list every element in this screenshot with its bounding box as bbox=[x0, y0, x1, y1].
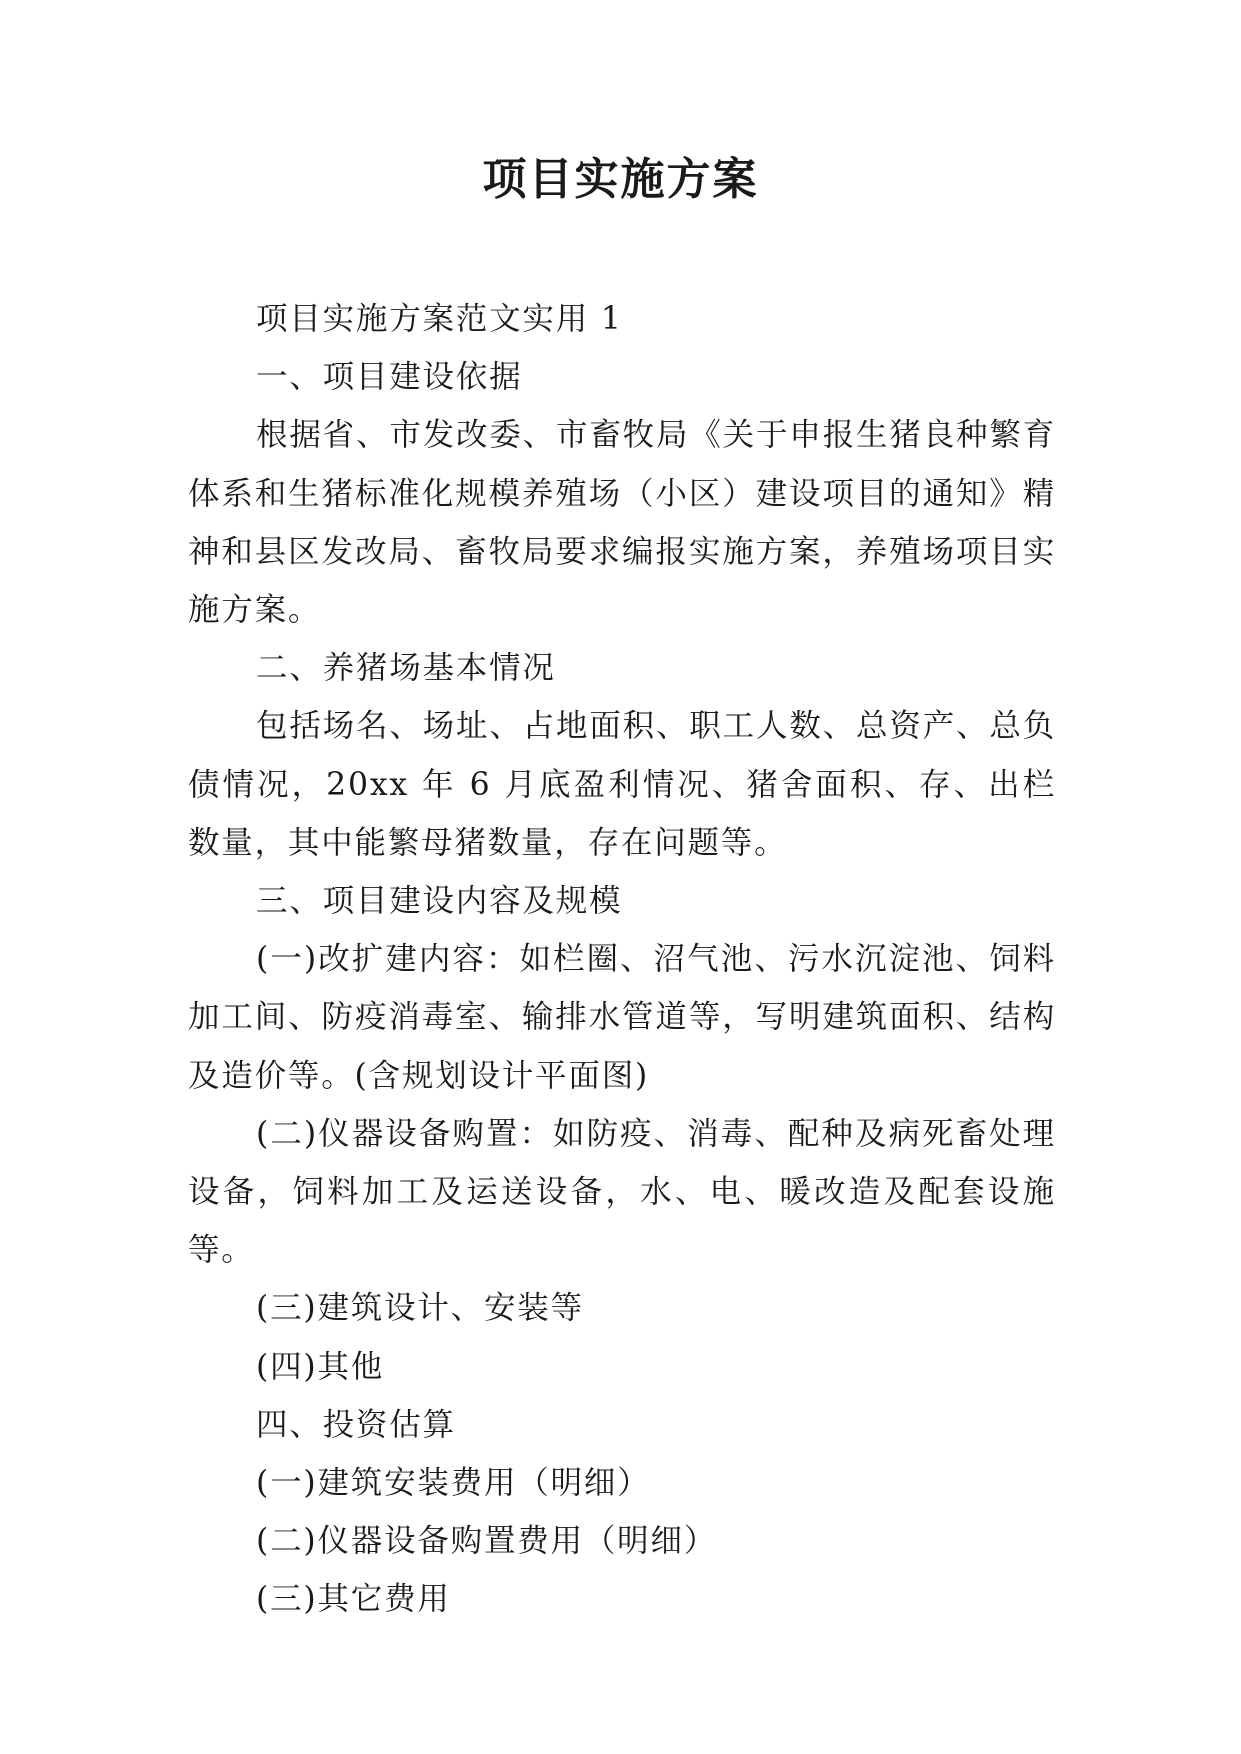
list-item-other: (四)其他 bbox=[256, 1348, 385, 1385]
paragraph-farm-info: 包括场名、场址、占地面积、职工人数、总资产、总负债情况，20xx 年 6 月底盈利情况、猪舍面积、存、出栏数量，其中能繁母猪数量，存在问题等。 bbox=[188, 708, 1056, 861]
section-heading-1: 一、项目建设依据 bbox=[256, 359, 523, 396]
paragraph-equipment: (二)仪器设备购置：如防疫、消毒、配种及病死畜处理设备，饲料加工及运送设备，水、电、暖改造及配套设施等。 bbox=[188, 1115, 1056, 1269]
list-item-construction-cost: (一)建筑安装费用（明细） bbox=[256, 1465, 651, 1502]
document-body bbox=[188, 290, 1056, 1629]
section-heading-2: 二、养猪场基本情况 bbox=[256, 650, 556, 687]
paragraph-renovation: (一)改扩建内容：如栏圈、沼气池、污水沉淀池、饲料加工间、防疫消毒室、输排水管道等，写明建筑面积、结构及造价等。(含规划设计平面图) bbox=[188, 941, 1056, 1094]
paragraph-subtitle: 项目实施方案范文实用 1 bbox=[256, 301, 623, 337]
paragraph-basis: 根据省、市发改委、市畜牧局《关于申报生猪良种繁育体系和生猪标准化规模养殖场（小区）建设项目的通知》精神和县区发改局、畜牧局要求编报实施方案，养殖场项目实施方案。 bbox=[188, 417, 1056, 629]
document-title: 项目实施方案 bbox=[482, 154, 759, 205]
section-heading-3: 三、项目建设内容及规模 bbox=[256, 883, 623, 920]
list-item-design: (三)建筑设计、安装等 bbox=[256, 1290, 584, 1327]
list-item-other-cost: (三)其它费用 bbox=[256, 1581, 451, 1618]
section-heading-4: 四、投资估算 bbox=[256, 1406, 456, 1443]
list-item-equipment-cost: (二)仪器设备购置费用（明细） bbox=[256, 1523, 718, 1560]
